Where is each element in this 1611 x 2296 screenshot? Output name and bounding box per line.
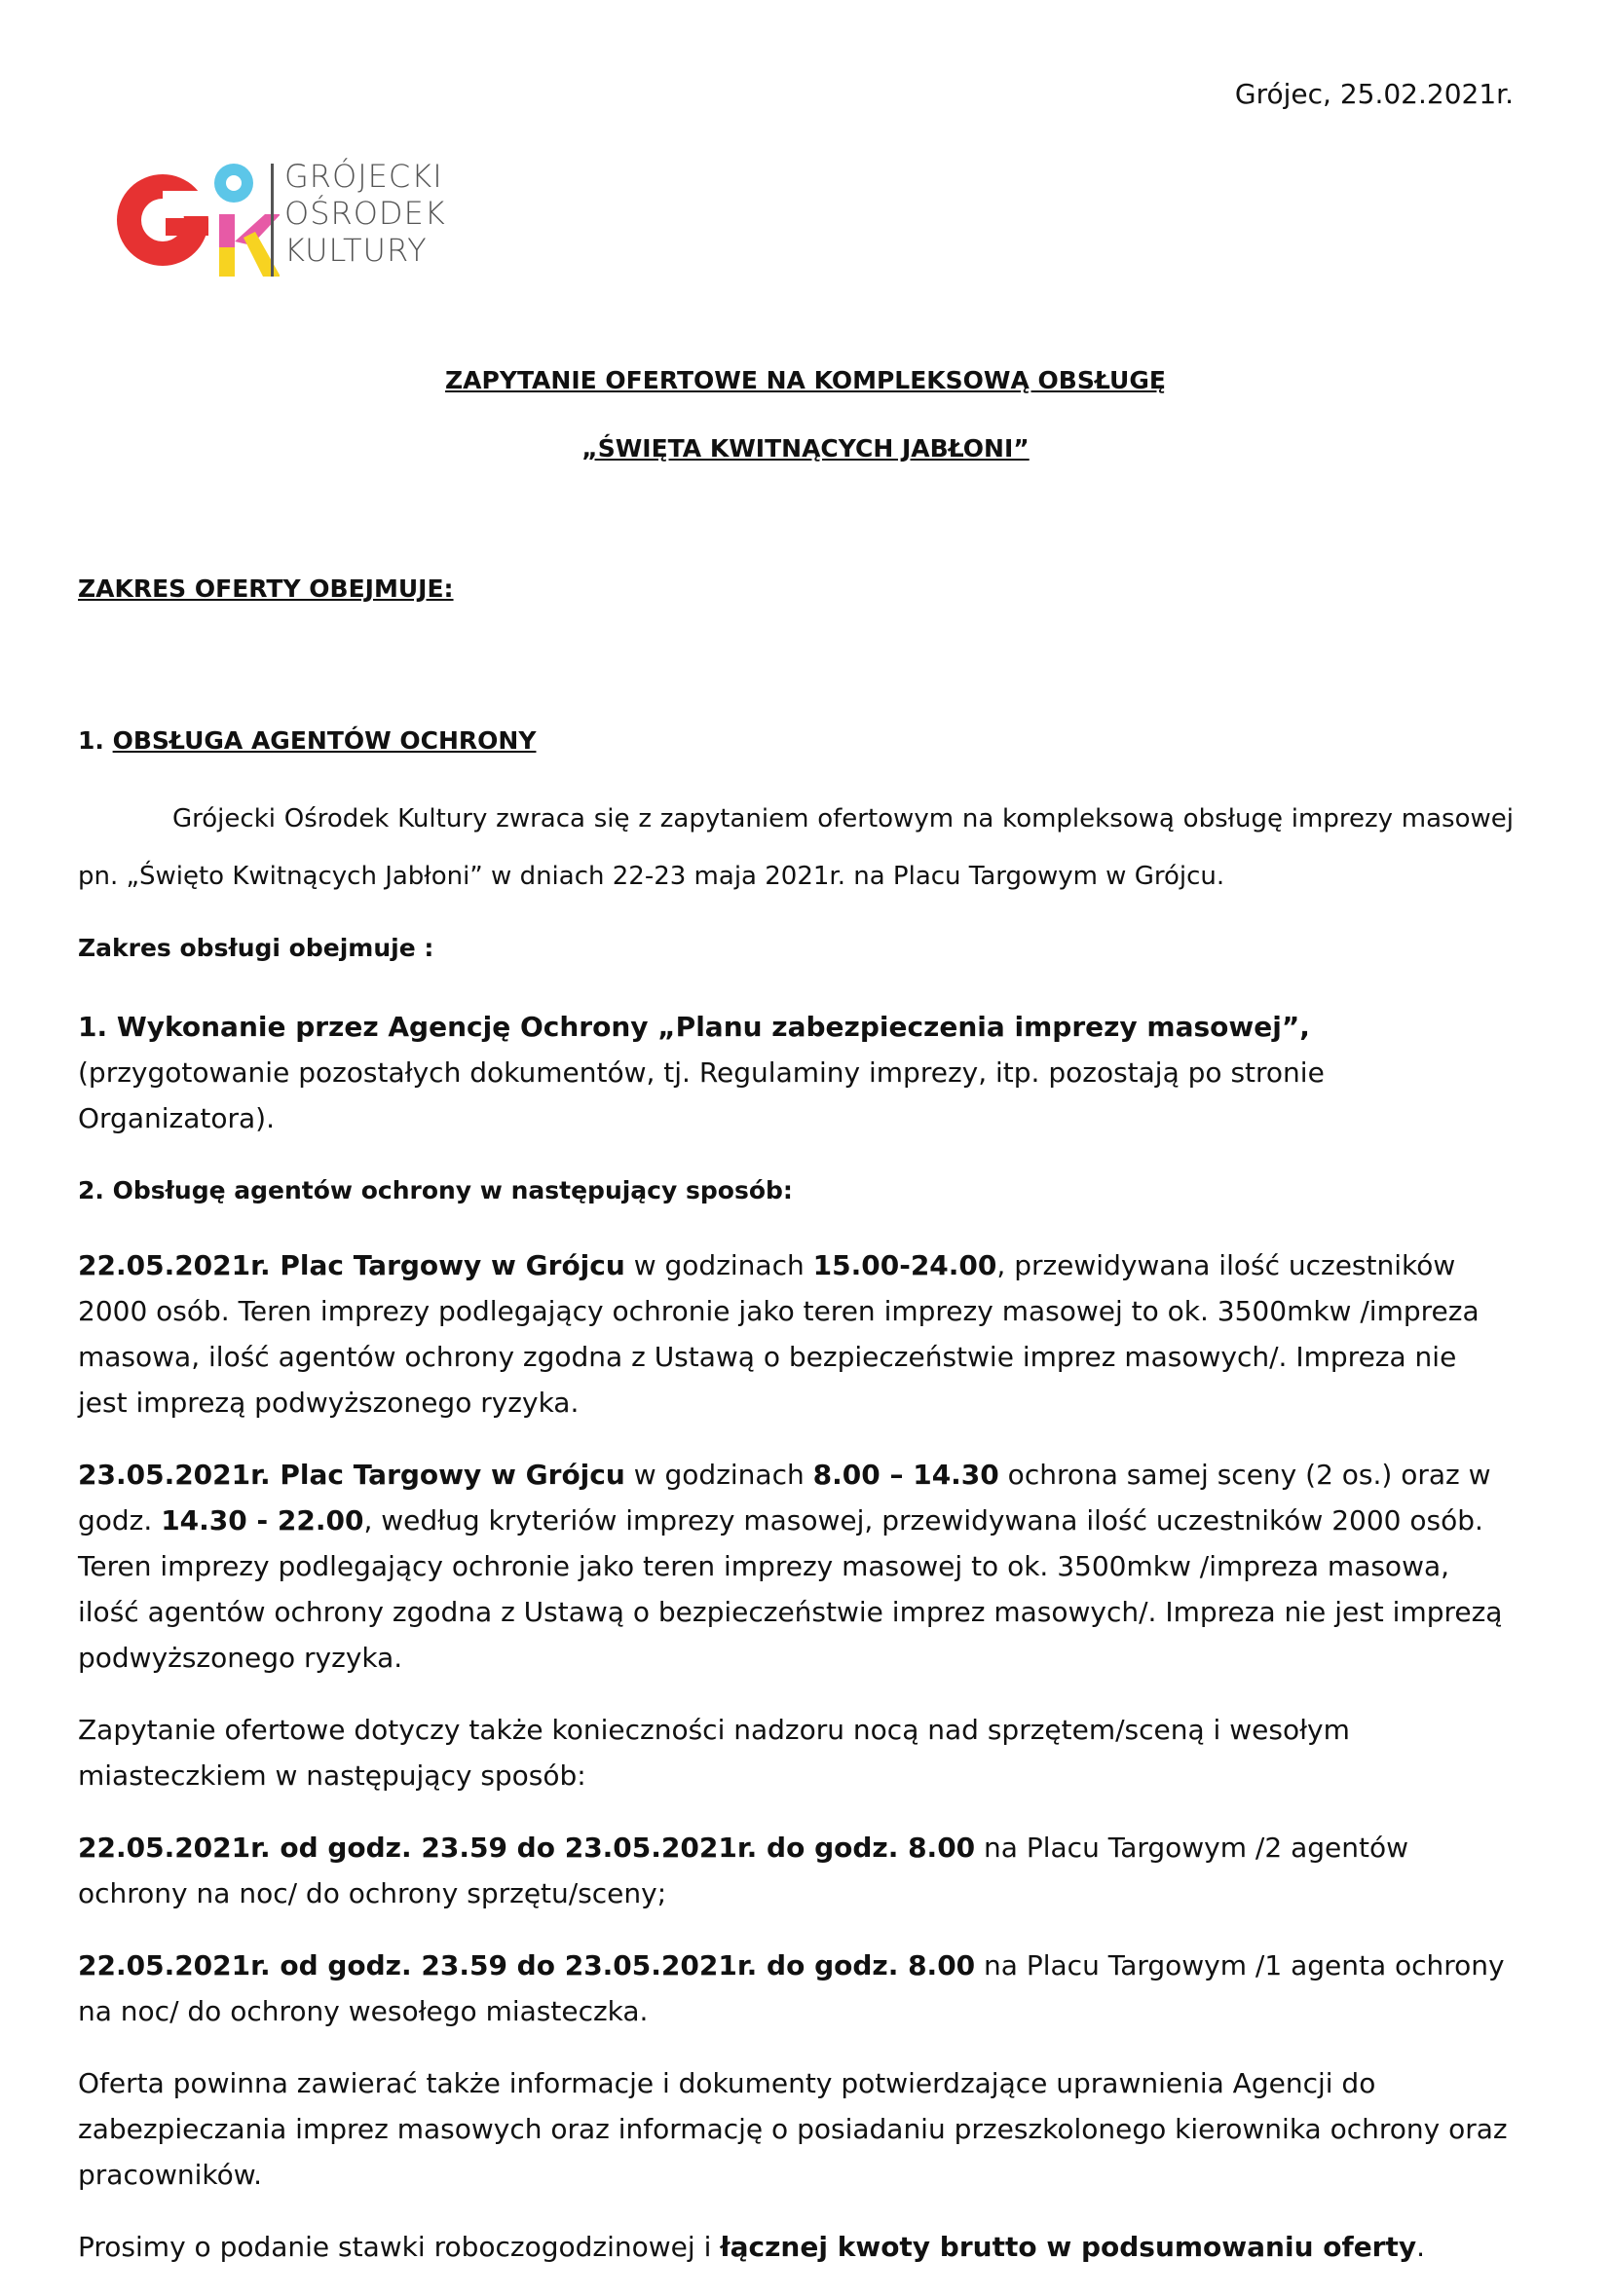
item-1-text: (przygotowanie pozostałych dokumentów, tj. Regulaminy imprezy, itp. pozostają po stronie Organizatora). — [78, 1056, 1325, 1134]
day-2-paragraph — [78, 1452, 1514, 1681]
logo-line-2: OŚRODEK — [284, 195, 446, 232]
rate-bold: łącznej kwoty brutto w podsumowaniu oferty — [720, 2231, 1417, 2263]
rate-paragraph — [78, 2224, 1514, 2270]
logo-line-3: KULTURY — [284, 232, 428, 269]
day-2-text-1: w godzinach — [624, 1459, 813, 1491]
day-2-hours-2: 14.30 - 22.00 — [161, 1504, 364, 1537]
night-1-paragraph — [78, 1825, 1514, 1916]
night-intro-paragraph: Zapytanie ofertowe dotyczy także konieczności nadzoru nocą nad sprzętem/sceną i wesołym miasteczkiem w następujący sposób: — [78, 1714, 1350, 1792]
day-2-hours-1: 8.00 – 14.30 — [812, 1459, 999, 1491]
day-1-paragraph — [78, 1242, 1514, 1426]
day-2-date-place: 23.05.2021r. Plac Targowy w Grójcu — [78, 1459, 625, 1491]
item-2-heading: 2. Obsługę agentów ochrony w następujący sposób: — [78, 1176, 793, 1204]
night-1-text: na Placu Targowym /2 agentów ochrony na noc/ do ochrony sprzętu/sceny; — [78, 1832, 1408, 1909]
gok-logo — [109, 154, 460, 285]
logo-line-1: GRÓJECKI — [284, 158, 443, 195]
rate-text-1: Prosimy o podanie stawki roboczogodzinowej i — [78, 2231, 721, 2263]
day-1-hours: 15.00-24.00 — [812, 1249, 997, 1281]
gok-logo-text — [284, 158, 446, 269]
document-date: Grójec, 25.02.2021r. — [1234, 78, 1514, 110]
day-1-text-2: , przewidywana ilość uczestników 2000 osób. Teren imprezy podlegający ochronie jako teren imprezy masowej to ok. 3500mkw /impreza masowa, ilość agentów ochrony zgodna z Ustawą o bezpieczeństwie imprez masowych/. Impreza nie jest imprezą podwyższonego ryzyka. — [78, 1249, 1480, 1419]
scope-heading: ZAKRES OFERTY OBEJMUJE: — [78, 574, 454, 603]
day-2-text-2: ochrona samej sceny (2 os.) oraz w godz. — [78, 1459, 1491, 1537]
section-1-title: OBSŁUGA AGENTÓW OCHRONY — [112, 726, 537, 755]
offer-documents-paragraph: Oferta powinna zawierać także informacje i dokumenty potwierdzające uprawnienia Agencji do zabezpieczania imprez masowych oraz informację o posiadaniu przeszkolonego kierownika ochrony oraz pracowników. — [78, 2067, 1508, 2191]
item-1-bold: 1. Wykonanie przez Agencję Ochrony „Planu zabezpieczenia imprezy masowej”, — [78, 1011, 1310, 1043]
scope-label: Zakres obsługi obejmuje : — [78, 934, 434, 962]
item-1-paragraph — [78, 1004, 1514, 1141]
night-2-paragraph — [78, 1943, 1514, 2034]
day-1-date-place: 22.05.2021r. Plac Targowy w Grójcu — [78, 1249, 625, 1281]
document-title-line-1: ZAPYTANIE OFERTOWE NA KOMPLEKSOWĄ OBSŁUGĘ — [445, 366, 1166, 394]
section-1-number: 1. — [78, 726, 113, 755]
night-1-dates: 22.05.2021r. od godz. 23.59 do 23.05.2021r. do godz. 8.00 — [78, 1832, 976, 1864]
intro-paragraph: Grójecki Ośrodek Kultury zwraca się z zapytaniem ofertowym na kompleksową obsługę imprezy masowej pn. „Święto Kwitnących Jabłoni” w dniach 22-23 maja 2021r. na Placu Targowym w Grójcu. — [78, 804, 1514, 891]
section-1-heading — [78, 726, 536, 755]
section-1-body — [78, 791, 1514, 2296]
night-2-text: na Placu Targowym /1 agenta ochrony na noc/ do ochrony wesołego miasteczka. — [78, 1949, 1505, 2027]
night-2-dates: 22.05.2021r. od godz. 23.59 do 23.05.2021r. do godz. 8.00 — [78, 1949, 976, 1981]
document-title-line-2: „ŚWIĘTA KWITNĄCYCH JABŁONI” — [581, 434, 1030, 463]
rate-text-2: . — [1416, 2231, 1426, 2263]
day-2-text-3: , według kryteriów imprezy masowej, przewidywana ilość uczestników 2000 osób. Teren imprezy podlegający ochronie jako teren imprezy masowej to ok. 3500mkw /impreza masowa, ilość agentów ochrony zgodna z Ustawą o bezpieczeństwie imprez masowych/. Impreza nie jest imprezą podwyższonego ryzyka. — [78, 1504, 1503, 1674]
day-1-text-1: w godzinach — [624, 1249, 813, 1281]
gok-logo-icon — [109, 154, 280, 285]
